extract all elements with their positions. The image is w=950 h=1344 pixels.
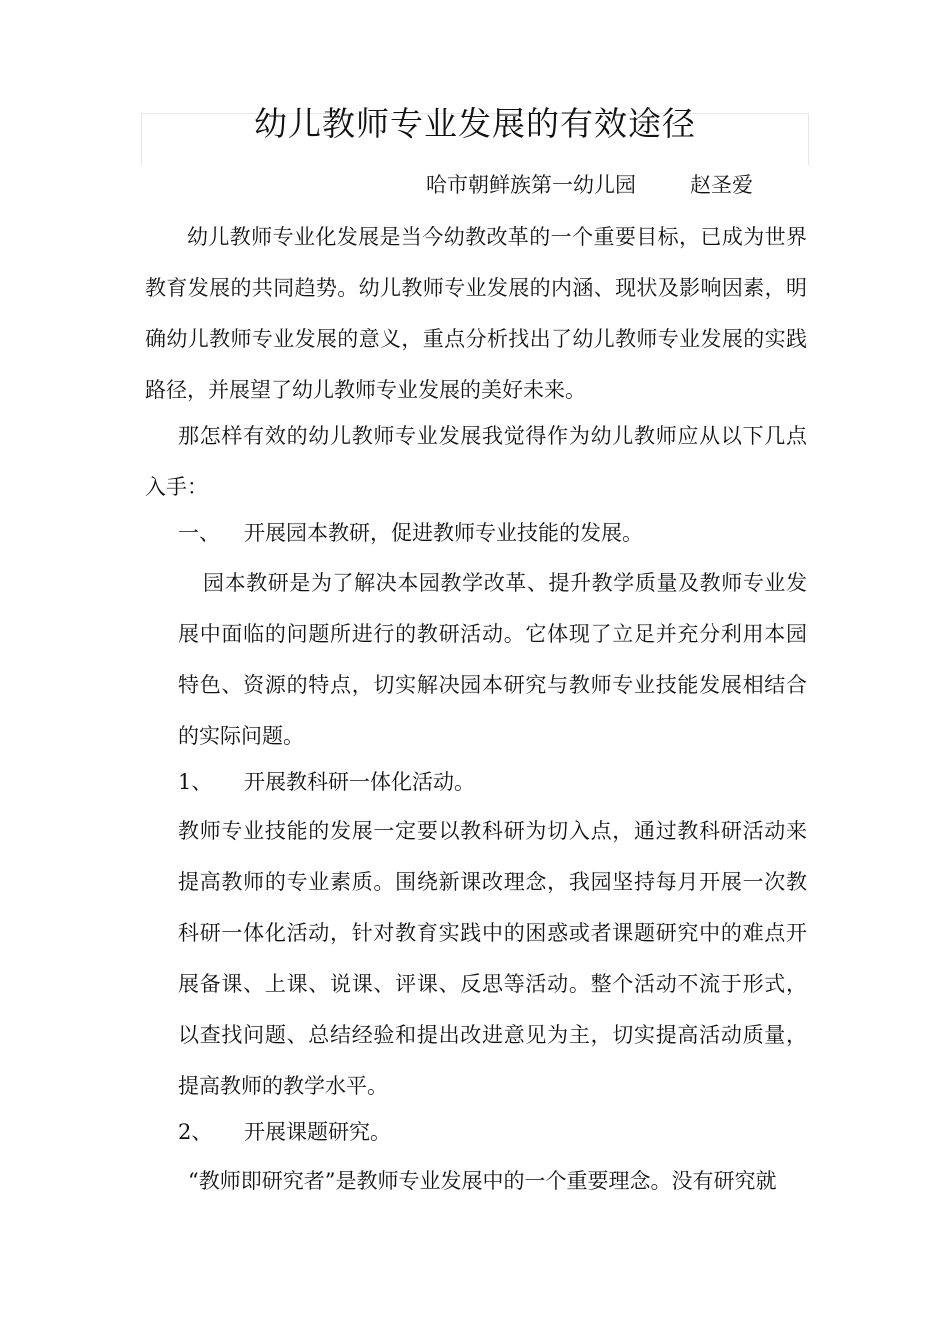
section-heading-1-text: 开展园本教研，促进教师专业技能的发展。: [244, 521, 643, 545]
item-heading-1-number: 1、: [178, 770, 213, 794]
item-2-paragraph: “教师即研究者”是教师专业发展中的一个重要理念。没有研究就: [188, 1169, 777, 1193]
item-heading-2-number: 2、: [178, 1120, 213, 1144]
byline-organization: 哈市朝鲜族第一幼儿园: [426, 173, 636, 197]
item-1-paragraph: 教师专业技能的发展一定要以教科研为切入点，通过教科研活动来提高教师的专业素质。围绕新课改理念，我园坚持每月开展一次教科研一体化活动，针对教育实践中的困惑或者课题研究中的难点开展备课、上课、说课、评课、反思等活动。整个活动不流于形式，以查找问题、总结经验和提出改进意见为主，切实提高活动质量，提高教师的教学水平。: [178, 819, 807, 1098]
section-heading-1: [178, 518, 643, 548]
item-heading-1: [178, 767, 475, 797]
byline: [426, 170, 753, 200]
section-1-paragraph: 园本教研是为了解决本园教学改革、提升教学质量及教师专业发展中面临的问题所进行的教研活动。它体现了立足并充分利用本园特色、资源的特点，切实解决园本研究与教师专业技能发展相结合的实际问题。: [178, 571, 807, 748]
item-heading-2-text: 开展课题研究。: [244, 1120, 391, 1144]
item-heading-2: [178, 1117, 391, 1147]
question-paragraph: 那怎样有效的幼儿教师专业发展我觉得作为幼儿教师应从以下几点入手：: [145, 424, 807, 499]
item-heading-1-text: 开展教科研一体化活动。: [244, 770, 475, 794]
byline-author: 赵圣爱: [690, 173, 753, 197]
document-title: 幼儿教师专业发展的有效途径: [254, 104, 696, 143]
section-heading-1-number: 一、: [178, 521, 220, 545]
intro-paragraph: 幼儿教师专业化发展是当今幼教改革的一个重要目标，已成为世界教育发展的共同趋势。幼儿教师专业发展的内涵、现状及影响因素，明确幼儿教师专业发展的意义，重点分析找出了幼儿教师专业发展的实践路径，并展望了幼儿教师专业发展的美好未来。: [145, 225, 807, 402]
